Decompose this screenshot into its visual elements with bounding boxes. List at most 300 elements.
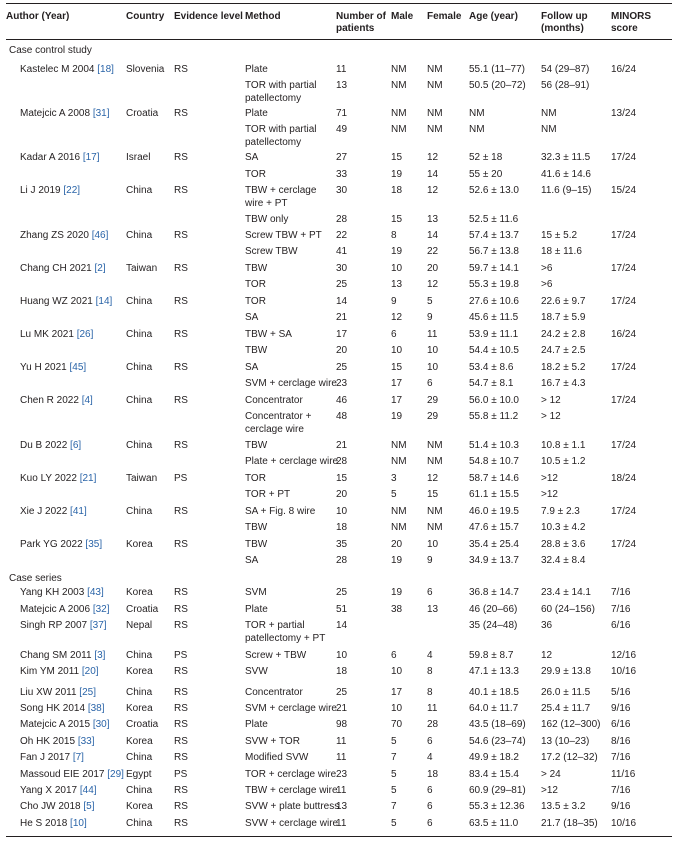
country-cell: Korea — [126, 587, 153, 598]
female-cell: 15 — [427, 489, 439, 500]
patients-cell: 48 — [336, 411, 348, 422]
country-cell: China — [126, 185, 153, 196]
table-row — [0, 650, 678, 662]
male-cell: 10 — [391, 263, 403, 274]
patients-cell: 13 — [336, 80, 348, 91]
author-cell — [20, 666, 99, 678]
method-cell: SVW + cerclage wire — [245, 818, 339, 829]
followup-cell: 15 ± 5.2 — [541, 230, 578, 241]
minors-cell: 17/24 — [611, 296, 637, 307]
followup-cell: 26.0 ± 11.5 — [541, 687, 591, 698]
evidence-cell: RS — [174, 785, 188, 796]
age-cell: 27.6 ± 10.6 — [469, 296, 519, 307]
followup-cell: 16.7 ± 4.3 — [541, 378, 586, 389]
patients-cell: 33 — [336, 169, 348, 180]
evidence-cell: RS — [174, 801, 188, 812]
patients-cell: 46 — [336, 395, 348, 406]
method-cell: Plate + cerclage wire — [245, 456, 339, 467]
evidence-cell: RS — [174, 230, 188, 241]
patients-cell: 28 — [336, 214, 348, 225]
reference-link[interactable]: [5] — [83, 801, 95, 812]
patients-cell: 30 — [336, 185, 348, 196]
author-cell — [20, 440, 81, 452]
author-name: Yu H 2021 — [20, 362, 70, 373]
reference-link[interactable]: [7] — [72, 752, 84, 763]
minors-cell: 7/16 — [611, 604, 631, 615]
minors-cell: 9/16 — [611, 703, 631, 714]
method-cell: TOR — [245, 169, 266, 180]
reference-link[interactable]: [25] — [79, 687, 96, 698]
followup-cell: 10.5 ± 1.2 — [541, 456, 586, 467]
reference-link[interactable]: [4] — [81, 395, 93, 406]
author-name: Song HK 2014 — [20, 703, 88, 714]
table-row — [0, 424, 678, 436]
male-cell: NM — [391, 506, 407, 517]
patients-cell: 22 — [336, 230, 348, 241]
minors-cell: 9/16 — [611, 801, 631, 812]
country-cell: China — [126, 329, 153, 340]
followup-cell: 7.9 ± 2.3 — [541, 506, 580, 517]
age-cell: 59.7 ± 14.1 — [469, 263, 519, 274]
table-row — [0, 279, 678, 291]
age-cell: NM — [469, 108, 485, 119]
reference-link[interactable]: [3] — [94, 650, 106, 661]
age-cell: 58.7 ± 14.6 — [469, 473, 519, 484]
minors-cell: 17/24 — [611, 440, 637, 451]
age-cell: 54.4 ± 10.5 — [469, 345, 519, 356]
table-row — [0, 604, 678, 616]
country-cell: Korea — [126, 539, 153, 550]
header-number-line2: patients — [336, 23, 375, 34]
followup-cell: 22.6 ± 9.7 — [541, 296, 586, 307]
table-row — [0, 80, 678, 92]
method-cell: Plate — [245, 108, 268, 119]
age-cell: 56.7 ± 13.8 — [469, 246, 519, 257]
minors-cell: 7/16 — [611, 752, 631, 763]
minors-cell: 7/16 — [611, 785, 631, 796]
male-cell: 5 — [391, 769, 397, 780]
table-row — [0, 633, 678, 645]
male-cell: 12 — [391, 312, 403, 323]
author-cell — [20, 736, 95, 748]
method-cell: Screw TBW + PT — [245, 230, 322, 241]
author-name: Chang CH 2021 — [20, 263, 95, 274]
method-cell: TBW + cerclage — [245, 185, 317, 196]
female-cell: 11 — [427, 329, 438, 340]
author-name: Matejcic A 2015 — [20, 719, 93, 730]
minors-cell: 6/16 — [611, 620, 631, 631]
age-cell: 55.3 ± 12.36 — [469, 801, 525, 812]
author-cell — [20, 230, 108, 242]
author-cell — [20, 539, 102, 551]
female-cell: 28 — [427, 719, 439, 730]
female-cell: 12 — [427, 152, 439, 163]
author-name: Kuo LY 2022 — [20, 473, 80, 484]
minors-cell: 17/24 — [611, 362, 637, 373]
table-row — [0, 378, 678, 390]
evidence-cell: RS — [174, 703, 188, 714]
author-cell — [20, 506, 87, 518]
country-cell: Korea — [126, 736, 153, 747]
reference-link[interactable]: [6] — [70, 440, 82, 451]
age-cell: 52.5 ± 11.6 — [469, 214, 519, 225]
reference-link[interactable]: [10] — [70, 818, 87, 829]
reference-link[interactable]: [37] — [89, 620, 107, 631]
method-cell: Plate — [245, 604, 268, 615]
header-rule — [6, 39, 672, 40]
age-cell: 54.6 (23–74) — [469, 736, 526, 747]
followup-cell: >6 — [541, 263, 553, 274]
country-cell: Korea — [126, 703, 153, 714]
patients-cell: 71 — [336, 108, 348, 119]
author-name: Massoud EIE 2017 — [20, 769, 108, 780]
female-cell: 8 — [427, 687, 433, 698]
patients-cell: 18 — [336, 666, 348, 677]
reference-link[interactable]: [41] — [70, 506, 87, 517]
method-cell: TBW — [245, 522, 268, 533]
author-name: Park YG 2022 — [20, 539, 86, 550]
author-name: Zhang ZS 2020 — [20, 230, 92, 241]
followup-cell: 13 (10–23) — [541, 736, 590, 747]
author-cell — [20, 818, 87, 830]
table-row — [0, 440, 678, 452]
female-cell: 6 — [427, 378, 433, 389]
age-cell: 64.0 ± 11.7 — [469, 703, 519, 714]
reference-link[interactable]: [44] — [79, 785, 97, 796]
followup-cell: 21.7 (18–35) — [541, 818, 598, 829]
followup-cell: 10.3 ± 4.2 — [541, 522, 586, 533]
followup-cell: 23.4 ± 14.1 — [541, 587, 591, 598]
female-cell: 12 — [427, 279, 439, 290]
author-name: Kastelec M 2004 — [20, 64, 98, 75]
female-cell: NM — [427, 456, 443, 467]
followup-cell: 18.7 ± 5.9 — [541, 312, 586, 323]
reference-link[interactable]: [21] — [79, 473, 97, 484]
table-row — [0, 152, 678, 164]
reference-link[interactable]: [2] — [94, 263, 106, 274]
reference-link[interactable]: [14] — [95, 296, 113, 307]
table-row — [0, 736, 678, 748]
evidence-cell: PS — [174, 473, 188, 484]
patients-cell: 11 — [336, 785, 347, 796]
male-cell: NM — [391, 124, 407, 135]
reference-link[interactable]: [45] — [69, 362, 87, 373]
table-row — [0, 473, 678, 485]
evidence-cell: RS — [174, 362, 188, 373]
minors-cell: 10/16 — [611, 666, 637, 677]
method-cell: patellectomy — [245, 93, 302, 104]
author-cell — [20, 587, 104, 599]
female-cell: 18 — [427, 769, 439, 780]
table-row — [0, 230, 678, 242]
table-row — [0, 214, 678, 226]
male-cell: 3 — [391, 473, 397, 484]
top-rule — [6, 3, 672, 4]
author-name: Kim YM 2011 — [20, 666, 82, 677]
method-cell: SA — [245, 152, 259, 163]
method-cell: Concentrator + — [245, 411, 312, 422]
followup-cell: NM — [541, 124, 557, 135]
age-cell: 55 ± 20 — [469, 169, 503, 180]
method-cell: SVW + TOR — [245, 736, 300, 747]
country-cell: China — [126, 506, 153, 517]
country-cell: China — [126, 687, 153, 698]
male-cell: 20 — [391, 539, 403, 550]
male-cell: 6 — [391, 329, 397, 340]
method-cell: TBW only — [245, 214, 289, 225]
header-followup-line1: Follow up — [541, 11, 588, 22]
patients-cell: 17 — [336, 329, 348, 340]
female-cell: 29 — [427, 395, 439, 406]
female-cell: 20 — [427, 263, 439, 274]
minors-cell: 5/16 — [611, 687, 631, 698]
female-cell: 12 — [427, 473, 439, 484]
age-cell: 53.9 ± 11.1 — [469, 329, 519, 340]
minors-cell: 18/24 — [611, 473, 637, 484]
country-cell: China — [126, 440, 153, 451]
author-name: Xie J 2022 — [20, 506, 71, 517]
reference-link[interactable]: [32] — [92, 604, 110, 615]
author-name: Huang WZ 2021 — [20, 296, 96, 307]
male-cell: 19 — [391, 411, 403, 422]
age-cell: 55.1 (11–77) — [469, 64, 525, 75]
patients-cell: 20 — [336, 489, 348, 500]
author-name: Lu MK 2021 — [20, 329, 77, 340]
evidence-cell: RS — [174, 185, 188, 196]
reference-link[interactable]: [46] — [91, 230, 109, 241]
followup-cell: > 24 — [541, 769, 561, 780]
table-row — [0, 818, 678, 830]
method-cell: TOR with partial — [245, 124, 317, 135]
female-cell: 22 — [427, 246, 439, 257]
author-name: Yang KH 2003 — [20, 587, 88, 598]
country-cell: Israel — [126, 152, 151, 163]
patients-cell: 35 — [336, 539, 348, 550]
age-cell: 46.0 ± 19.5 — [469, 506, 519, 517]
table-row — [0, 769, 678, 781]
age-cell: 63.5 ± 11.0 — [469, 818, 519, 829]
followup-cell: 17.2 (12–32) — [541, 752, 598, 763]
reference-link[interactable]: [20] — [81, 666, 99, 677]
method-cell: SVM — [245, 587, 267, 598]
patients-cell: 49 — [336, 124, 348, 135]
method-cell: SA — [245, 362, 259, 373]
followup-cell: 162 (12–300) — [541, 719, 601, 730]
evidence-cell: PS — [174, 769, 188, 780]
age-cell: 83.4 ± 15.4 — [469, 769, 519, 780]
table-row — [0, 752, 678, 764]
female-cell: 10 — [427, 345, 439, 356]
table-row — [0, 506, 678, 518]
country-cell: Taiwan — [126, 473, 158, 484]
age-cell: 45.6 ± 11.5 — [469, 312, 519, 323]
patients-cell: 23 — [336, 378, 348, 389]
patients-cell: 25 — [336, 362, 348, 373]
minors-cell: 10/16 — [611, 818, 637, 829]
method-cell: TOR with partial — [245, 80, 317, 91]
male-cell: 7 — [391, 752, 397, 763]
country-cell: China — [126, 650, 153, 661]
method-cell: SVW + plate buttress — [245, 801, 340, 812]
female-cell: 9 — [427, 555, 433, 566]
reference-link[interactable]: [33] — [77, 736, 95, 747]
male-cell: NM — [391, 440, 407, 451]
method-cell: Plate — [245, 719, 268, 730]
female-cell: 4 — [427, 650, 433, 661]
author-cell — [20, 395, 93, 407]
evidence-cell: RS — [174, 64, 188, 75]
author-name: Singh RP 2007 — [20, 620, 90, 631]
age-cell: 54.7 ± 8.1 — [469, 378, 514, 389]
patients-cell: 30 — [336, 263, 348, 274]
female-cell: 8 — [427, 666, 433, 677]
followup-cell: 18 ± 11.6 — [541, 246, 582, 257]
author-cell — [20, 296, 112, 308]
followup-cell: 24.2 ± 2.8 — [541, 329, 586, 340]
table-row — [0, 620, 678, 632]
patients-cell: 20 — [336, 345, 348, 356]
section-case-series: Case series — [9, 573, 62, 584]
patients-cell: 51 — [336, 604, 348, 615]
female-cell: 6 — [427, 801, 433, 812]
female-cell: 6 — [427, 818, 433, 829]
reference-link[interactable]: [26] — [76, 329, 94, 340]
evidence-cell: RS — [174, 539, 188, 550]
followup-cell: >12 — [541, 489, 558, 500]
patients-cell: 21 — [336, 703, 348, 714]
minors-cell: 16/24 — [611, 64, 637, 75]
method-cell: Plate — [245, 64, 268, 75]
female-cell: NM — [427, 440, 443, 451]
section-case-control: Case control study — [9, 45, 92, 56]
followup-cell: >12 — [541, 473, 558, 484]
patients-cell: 28 — [336, 456, 348, 467]
male-cell: NM — [391, 108, 407, 119]
age-cell: 60.9 (29–81) — [469, 785, 526, 796]
female-cell: NM — [427, 64, 443, 75]
age-cell: 36.8 ± 14.7 — [469, 587, 519, 598]
header-age: Age (year) — [469, 11, 518, 22]
country-cell: China — [126, 785, 153, 796]
author-cell — [20, 263, 106, 275]
author-cell — [20, 152, 100, 164]
header-author: Author (Year) — [6, 11, 70, 22]
female-cell: 6 — [427, 785, 433, 796]
reference-link[interactable]: [38] — [87, 703, 105, 714]
evidence-cell: RS — [174, 263, 188, 274]
male-cell: 15 — [391, 362, 403, 373]
reference-link[interactable]: [18] — [97, 64, 114, 75]
patients-cell: 23 — [336, 769, 348, 780]
minors-cell: 17/24 — [611, 506, 637, 517]
patients-cell: 11 — [336, 818, 347, 829]
evidence-cell: RS — [174, 440, 188, 451]
minors-cell: 8/16 — [611, 736, 631, 747]
author-cell — [20, 703, 105, 715]
author-cell — [20, 752, 84, 764]
method-cell: patellectomy — [245, 137, 302, 148]
patients-cell: 11 — [336, 752, 347, 763]
author-name: Kadar A 2016 — [20, 152, 83, 163]
age-cell: 59.8 ± 8.7 — [469, 650, 514, 661]
table-row — [0, 312, 678, 324]
male-cell: 15 — [391, 152, 403, 163]
male-cell: 5 — [391, 785, 397, 796]
method-cell: cerclage wire — [245, 424, 304, 435]
author-cell — [20, 687, 96, 699]
reference-link[interactable]: [30] — [92, 719, 110, 730]
evidence-cell: RS — [174, 604, 188, 615]
table-row — [0, 64, 678, 76]
method-cell: Screw TBW — [245, 246, 298, 257]
female-cell: 14 — [427, 169, 439, 180]
reference-link[interactable]: [17] — [82, 152, 100, 163]
table-row — [0, 124, 678, 136]
followup-cell: >12 — [541, 785, 558, 796]
male-cell: NM — [391, 456, 407, 467]
male-cell: 10 — [391, 666, 403, 677]
method-cell: TOR + cerclage wire — [245, 769, 337, 780]
author-name: Liu XW 2011 — [20, 687, 80, 698]
followup-cell: >6 — [541, 279, 553, 290]
header-minors-line1: MINORS — [611, 11, 651, 22]
age-cell: 50.5 (20–72) — [469, 80, 526, 91]
reference-link[interactable]: [43] — [87, 587, 104, 598]
header-followup-line2: (months) — [541, 23, 584, 34]
age-cell: 52 ± 18 — [469, 152, 503, 163]
evidence-cell: RS — [174, 506, 188, 517]
method-cell: SA — [245, 312, 259, 323]
age-cell: 53.4 ± 8.6 — [469, 362, 514, 373]
reference-link[interactable]: [31] — [92, 108, 110, 119]
table-row — [0, 522, 678, 534]
followup-cell: 24.7 ± 2.5 — [541, 345, 586, 356]
table-row — [0, 185, 678, 197]
method-cell: Concentrator — [245, 687, 303, 698]
reference-link[interactable]: [35] — [85, 539, 103, 550]
country-cell: Croatia — [126, 604, 159, 615]
female-cell: 11 — [427, 703, 438, 714]
male-cell: 19 — [391, 587, 403, 598]
author-name: Chang SM 2011 — [20, 650, 95, 661]
author-name: Li J 2019 — [20, 185, 64, 196]
evidence-cell: RS — [174, 152, 188, 163]
male-cell: 13 — [391, 279, 403, 290]
patients-cell: 14 — [336, 620, 348, 631]
followup-cell: 11.6 (9–15) — [541, 185, 592, 196]
method-cell: TBW + SA — [245, 329, 292, 340]
patients-cell: 28 — [336, 555, 348, 566]
patients-cell: 25 — [336, 587, 348, 598]
age-cell: 55.8 ± 11.2 — [469, 411, 519, 422]
method-cell: patellectomy + PT — [245, 633, 326, 644]
author-name: He S 2018 — [20, 818, 71, 829]
method-cell: SVM + cerclage wire — [245, 378, 337, 389]
author-cell — [20, 108, 110, 120]
table-row — [0, 539, 678, 551]
author-name: Fan J 2017 — [20, 752, 73, 763]
reference-link[interactable]: [29] — [107, 769, 124, 780]
table-row — [0, 411, 678, 423]
patients-cell: 21 — [336, 440, 348, 451]
female-cell: 12 — [427, 185, 439, 196]
male-cell: NM — [391, 522, 407, 533]
reference-link[interactable]: [22] — [63, 185, 81, 196]
male-cell: NM — [391, 80, 407, 91]
evidence-cell: RS — [174, 395, 188, 406]
header-male: Male — [391, 11, 414, 22]
age-cell: 47.6 ± 15.7 — [469, 522, 519, 533]
